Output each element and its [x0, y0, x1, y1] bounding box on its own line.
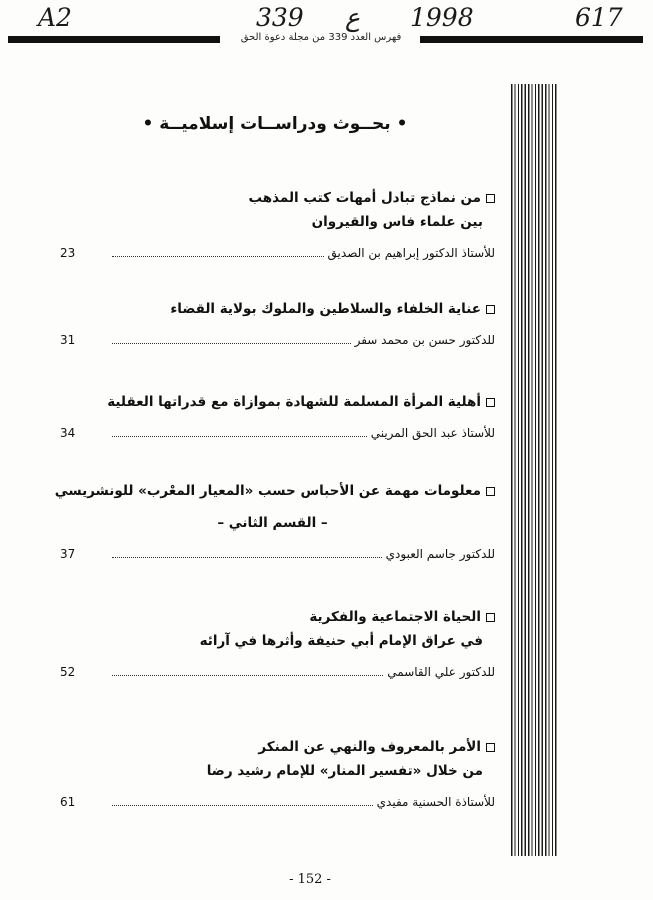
dot-leader	[112, 557, 382, 558]
handwritten-note-a2: A2	[38, 3, 72, 32]
entry-subtitle: – القسم الثاني –	[217, 515, 328, 531]
entry-author-line	[50, 665, 495, 679]
page-number: 52	[60, 665, 76, 679]
running-title: فهرس العدد 339 من مجلة دعوة الحق	[240, 32, 402, 43]
handwritten-reference: 617	[575, 3, 623, 32]
page-number: 23	[60, 246, 76, 260]
header-bar-right	[420, 36, 643, 43]
entry-author-line	[50, 547, 495, 561]
dot-leader	[112, 805, 373, 806]
toc-entry	[50, 186, 495, 260]
author-name: للدكتور حسن بن محمد سفر	[354, 333, 495, 347]
author-name: للدكتور علي القاسمي	[387, 665, 495, 679]
section-title: • بحــوث ودراســات إسلاميــة •	[142, 114, 408, 134]
entry-subtitle: في عراق الإمام أبي حنيفة وأثرها في آرائه	[199, 633, 483, 649]
entry-title: الحياة الاجتماعية والفكرية	[50, 605, 495, 629]
entry-author-line	[50, 426, 495, 440]
page-number: 34	[60, 426, 76, 440]
dot-leader	[112, 675, 383, 676]
entry-author-line	[50, 333, 495, 347]
page-number: 61	[60, 795, 76, 809]
entry-title: من نماذج تبادل أمهات كتب المذهب	[50, 186, 495, 210]
entry-author-line	[50, 795, 495, 809]
entry-title: الأمر بالمعروف والنهي عن المنكر	[50, 735, 495, 759]
handwritten-year: 1998	[410, 3, 474, 32]
page-footer-number: - 152 -	[289, 872, 331, 887]
checkbox-bullet-icon	[486, 305, 495, 314]
toc-entry	[50, 297, 495, 347]
checkbox-bullet-icon	[486, 487, 495, 496]
handwritten-issue-number: 339	[256, 3, 304, 32]
page-number: 31	[60, 333, 76, 347]
entry-title: معلومات مهمة عن الأحباس حسب «المعيار المعْرب» للونشريسي	[50, 479, 495, 503]
page-number: 37	[60, 547, 76, 561]
author-name: للدكتور جاسم العبودي	[385, 547, 495, 561]
toc-entry	[50, 605, 495, 679]
entry-subtitle: من خلال «تفسير المنار» للإمام رشيد رضا	[206, 763, 483, 779]
dot-leader	[112, 256, 324, 257]
entry-title: أهلية المرأة المسلمة للشهادة بموازاة مع قدراتها العقلية	[50, 390, 495, 414]
dot-leader	[112, 436, 367, 437]
entry-subtitle: بين علماء فاس والقيروان	[311, 214, 483, 230]
author-name: للأستاذ الدكتور إبراهيم بن الصديق	[327, 246, 495, 260]
header-band	[8, 32, 643, 46]
checkbox-bullet-icon	[486, 743, 495, 752]
checkbox-bullet-icon	[486, 194, 495, 203]
author-name: للأستاذة الحسنية مفيدي	[376, 795, 495, 809]
handwritten-ayn-letter: ع	[345, 3, 360, 32]
entry-title: عناية الخلفاء والسلاطين والملوك بولاية القضاء	[50, 297, 495, 321]
checkbox-bullet-icon	[486, 613, 495, 622]
decorative-stripes	[511, 84, 558, 856]
toc-entry	[50, 390, 495, 440]
author-name: للأستاذ عبد الحق المريني	[370, 426, 495, 440]
entry-author-line	[50, 246, 495, 260]
toc-entry	[50, 479, 495, 561]
checkbox-bullet-icon	[486, 398, 495, 407]
dot-leader	[112, 343, 351, 344]
toc-entry	[50, 735, 495, 809]
header-bar-left	[8, 36, 220, 43]
